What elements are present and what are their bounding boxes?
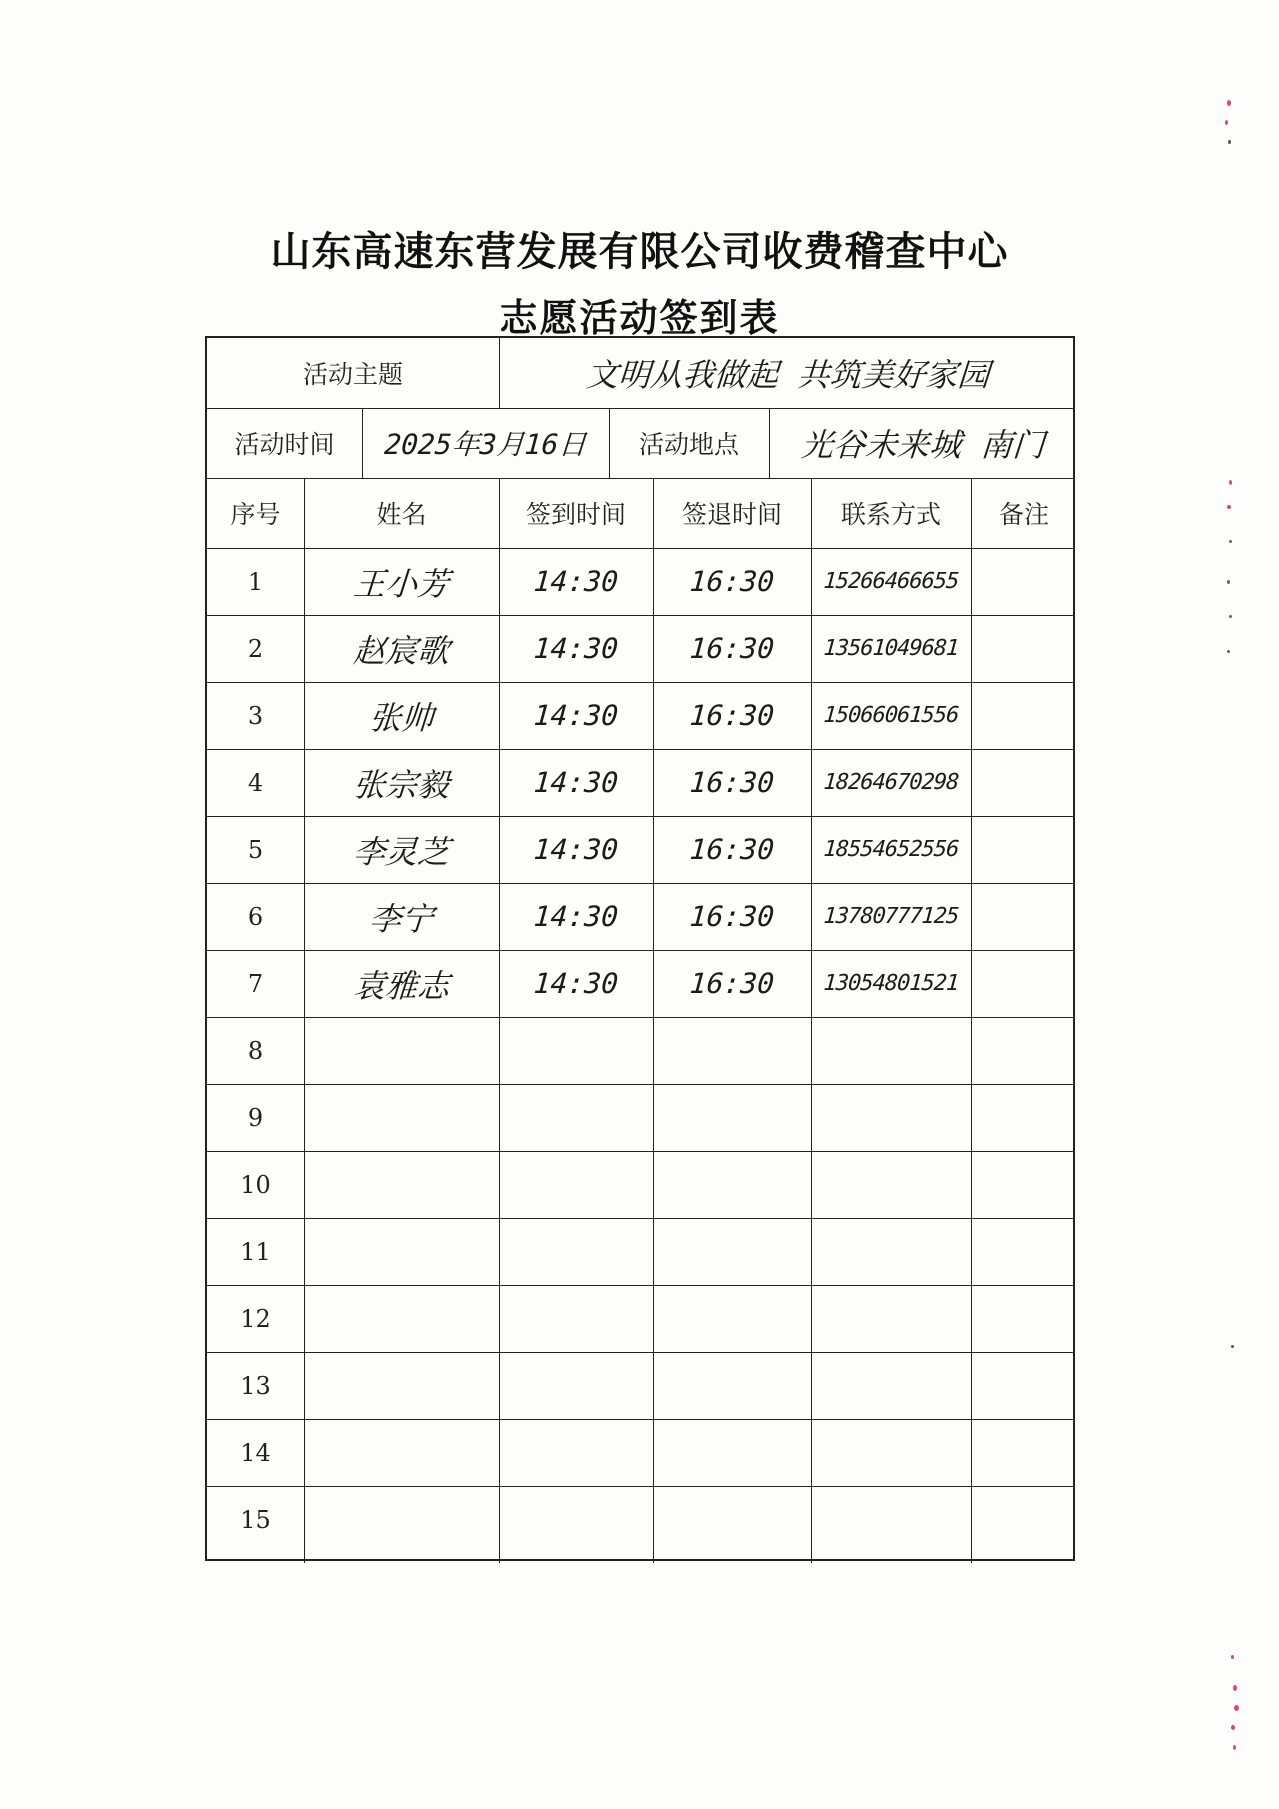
grid-line <box>207 682 1073 683</box>
grid-line <box>207 749 1073 750</box>
contact-phone <box>809 1084 974 1151</box>
sign-out-time: 16:30 <box>688 632 776 665</box>
sign-in-time <box>497 1486 656 1553</box>
note <box>969 1419 1080 1486</box>
contact-phone: 18264670298 <box>822 770 960 795</box>
contact-phone <box>809 1017 974 1084</box>
note <box>969 682 1080 749</box>
grid-line <box>207 548 1073 549</box>
grid-line <box>207 883 1073 884</box>
sign-in-time: 14:30 <box>532 900 620 933</box>
grid-line <box>207 950 1073 951</box>
grid-line <box>207 408 1073 409</box>
document-title: 山东高速东营发展有限公司收费稽查中心 <box>270 229 1009 275</box>
sign-in-time: 14:30 <box>532 632 620 665</box>
sign-in-sheet <box>205 336 1075 1561</box>
note <box>969 1352 1080 1419</box>
note <box>969 1486 1080 1553</box>
time-label: 活动时间 <box>234 430 335 459</box>
sign-in-time <box>497 1218 656 1285</box>
sign-out-time: 16:30 <box>688 967 776 1000</box>
sign-in-time: 14:30 <box>532 766 620 799</box>
contact-phone <box>809 1352 974 1419</box>
volunteer-name <box>302 1352 502 1419</box>
row-number: 4 <box>247 768 264 797</box>
sign-in-time <box>497 1151 656 1218</box>
sign-in-time <box>497 1084 656 1151</box>
grid-line <box>207 1486 1073 1487</box>
volunteer-name: 张帅 <box>368 698 435 737</box>
note <box>969 1151 1080 1218</box>
contact-phone <box>809 1285 974 1352</box>
theme-value: 文明从我做起 共筑美好家园 <box>584 356 991 394</box>
volunteer-name <box>302 1419 502 1486</box>
row-number: 10 <box>240 1170 271 1199</box>
contact-phone: 15266466655 <box>822 569 960 594</box>
note <box>969 548 1080 615</box>
contact-phone <box>809 1151 974 1218</box>
row-number: 3 <box>247 701 264 730</box>
grid-line <box>207 478 1073 479</box>
col-header-name: 姓名 <box>376 500 427 529</box>
note <box>969 1084 1080 1151</box>
note <box>969 615 1080 682</box>
grid-line <box>207 816 1073 817</box>
row-number: 12 <box>240 1304 271 1333</box>
grid-line <box>811 478 812 1563</box>
grid-line <box>207 1151 1073 1152</box>
row-number: 1 <box>247 567 264 596</box>
volunteer-name <box>302 1285 502 1352</box>
row-number: 9 <box>247 1103 264 1132</box>
grid-line <box>769 408 770 478</box>
note <box>969 1017 1080 1084</box>
grid-line <box>207 1218 1073 1219</box>
note <box>969 749 1080 816</box>
row-number: 11 <box>240 1237 271 1266</box>
note <box>969 1218 1080 1285</box>
col-header-sign-out: 签退时间 <box>681 500 782 529</box>
sign-out-time: 16:30 <box>688 766 776 799</box>
sign-in-time: 14:30 <box>532 833 620 866</box>
volunteer-name: 赵宸歌 <box>352 631 451 670</box>
margin-stamp-marks <box>1179 0 1279 1809</box>
sign-out-time <box>651 1017 814 1084</box>
grid-line <box>971 478 972 1563</box>
volunteer-name: 张宗毅 <box>352 765 451 804</box>
sign-in-time <box>497 1419 656 1486</box>
col-header-no: 序号 <box>230 500 281 529</box>
row-number: 5 <box>247 835 264 864</box>
row-number: 6 <box>247 902 264 931</box>
contact-phone: 13561049681 <box>822 636 960 661</box>
sign-out-time <box>651 1486 814 1553</box>
grid-line <box>207 1084 1073 1085</box>
place-label: 活动地点 <box>638 430 739 459</box>
volunteer-name: 李宁 <box>368 899 435 938</box>
sign-out-time <box>651 1419 814 1486</box>
volunteer-name <box>302 1084 502 1151</box>
volunteer-name <box>302 1218 502 1285</box>
sign-in-time: 14:30 <box>532 565 620 598</box>
grid-line <box>207 615 1073 616</box>
grid-line <box>499 338 500 408</box>
time-value: 2025年3月16日 <box>383 428 588 461</box>
contact-phone <box>809 1218 974 1285</box>
grid-line <box>653 478 654 1563</box>
place-value: 光谷未来城 南门 <box>799 426 1046 464</box>
grid-line <box>362 408 363 478</box>
volunteer-name <box>302 1486 502 1553</box>
sign-in-time: 14:30 <box>532 699 620 732</box>
sign-in-time <box>497 1352 656 1419</box>
col-header-note: 备注 <box>998 500 1049 529</box>
sign-out-time <box>651 1151 814 1218</box>
volunteer-name: 袁雅志 <box>352 966 451 1005</box>
contact-phone: 15066061556 <box>822 703 960 728</box>
sign-out-time <box>651 1352 814 1419</box>
grid-line <box>207 1419 1073 1420</box>
row-number: 7 <box>247 969 264 998</box>
contact-phone: 13054801521 <box>822 971 960 996</box>
row-number: 13 <box>240 1371 271 1400</box>
row-number: 15 <box>240 1505 271 1534</box>
sign-in-time <box>497 1017 656 1084</box>
grid-line <box>207 1017 1073 1018</box>
note <box>969 950 1080 1017</box>
sign-in-time <box>497 1285 656 1352</box>
row-number: 2 <box>247 634 264 663</box>
note <box>969 816 1080 883</box>
volunteer-name: 李灵芝 <box>352 832 451 871</box>
sign-out-time: 16:30 <box>688 565 776 598</box>
grid-line <box>499 478 500 1563</box>
sign-out-time <box>651 1218 814 1285</box>
sign-out-time <box>651 1084 814 1151</box>
grid-line <box>304 478 305 1563</box>
sign-out-time: 16:30 <box>688 833 776 866</box>
contact-phone <box>809 1419 974 1486</box>
sign-out-time: 16:30 <box>688 699 776 732</box>
theme-label: 活动主题 <box>302 360 403 389</box>
grid-line <box>207 1352 1073 1353</box>
col-header-sign-in: 签到时间 <box>525 500 626 529</box>
volunteer-name <box>302 1151 502 1218</box>
contact-phone: 18554652556 <box>822 837 960 862</box>
sign-in-time: 14:30 <box>532 967 620 1000</box>
note <box>969 883 1080 950</box>
sign-out-time <box>651 1285 814 1352</box>
grid-line <box>609 408 610 478</box>
contact-phone <box>809 1486 974 1553</box>
volunteer-name <box>302 1017 502 1084</box>
document-subtitle: 志愿活动签到表 <box>499 296 780 340</box>
contact-phone: 13780777125 <box>822 904 960 929</box>
grid-line <box>207 1285 1073 1286</box>
row-number: 8 <box>247 1036 264 1065</box>
col-header-contact: 联系方式 <box>840 500 941 529</box>
sign-out-time: 16:30 <box>688 900 776 933</box>
note <box>969 1285 1080 1352</box>
row-number: 14 <box>240 1438 271 1467</box>
volunteer-name: 王小芳 <box>352 564 451 603</box>
